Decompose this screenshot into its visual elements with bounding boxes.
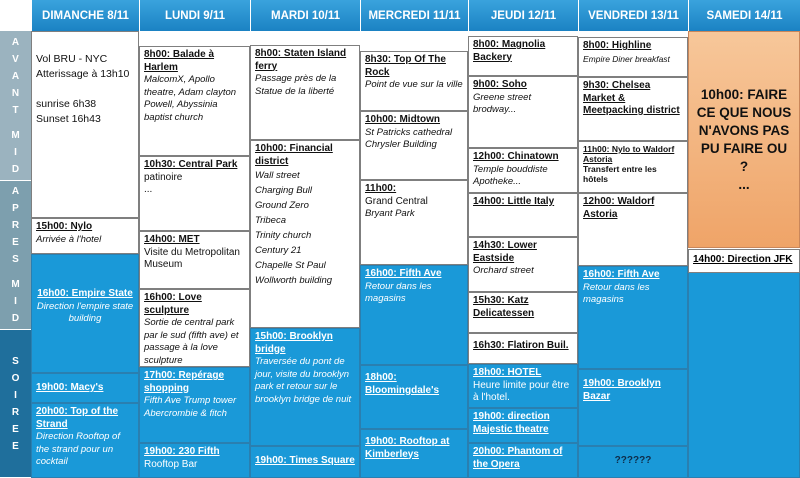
chelsea-cell: 9h30: Chelsea Market & Meetpacking district (578, 77, 688, 141)
saturday-evening-block (688, 249, 800, 478)
grand-central-cell: 11h00: Grand Central Bryant Park (360, 180, 468, 265)
central-park-cell: 10h30: Central Park patinoire ... (139, 156, 250, 231)
fifth-ave-wed-cell: 16h00: Fifth Ave Retour dans les magasins (360, 265, 468, 365)
230-fifth-cell: 19h00: 230 Fifth Rooftop Bar (139, 443, 250, 478)
soho-cell: 9h00: Soho Greene street brodway... (468, 76, 578, 148)
lower-eastside-cell: 14h30: Lower Eastside Orchard street (468, 237, 578, 292)
jfk-cell: 14h00: Direction JFK (688, 249, 800, 273)
bloomingdales-cell: 18h00: Bloomingdale's (360, 365, 468, 429)
brooklyn-bridge-cell: 15h00: Brooklyn bridge Traversée du pont de jour, visite du brooklyn park et retour sur le brooklyn bridge de nuit (250, 328, 360, 446)
free-time-cell: 10h00: FAIRE CE QUE NOUS N'AVONS PAS PU FAIRE OU ? ... (688, 31, 800, 248)
hotel-cell: 18h00: HOTEL Heure limite pour être à l'hotel. (468, 364, 578, 408)
waldorf-cell: 12h00: Waldorf Astoria (578, 193, 688, 266)
magnolia-cell: 8h00: Magnolia Backery (468, 36, 578, 76)
column-saturday (688, 31, 800, 478)
love-cell: 16h00: Love sculpture Sortie de central park par le sud (fifth ave) et passage à la love sculpture (139, 289, 250, 367)
macys-cell: 19h00: Macy's (31, 373, 139, 403)
fifth-ave-fri-cell: 16h00: Fifth Ave Retour dans les magasins (578, 266, 688, 369)
period-apres-midi: A P R E S M I D (0, 181, 31, 330)
flatiron-cell: 16h30: Flatiron Buil. (468, 333, 578, 364)
shopping-cell: 17h00: Repérage shopping Fifth Ave Trump tower Abercrombie & fitch (139, 367, 250, 443)
waldorf-transfer-cell: 11h00: Nylo to Waldorf Astoria Transfert entre les hôtels (578, 141, 688, 193)
strand-cell: 20h00: Top of the Strand Direction Rooftop of the strand pour un cocktail (31, 403, 139, 478)
corner (0, 0, 31, 31)
kimberleys-cell: 19h00: Rooftop at Kimberleys (360, 429, 468, 478)
period-avant-midi: A V A N T M I D (0, 31, 31, 181)
phantom-cell: 20h00: Phantom of the Opera (468, 443, 578, 478)
times-square-cell: 19h00: Times Square (250, 446, 360, 478)
header-saturday: SAMEDI 14/11 (688, 0, 800, 31)
top-rock-cell: 8h30: Top Of The Rock Point de vue sur la ville (360, 51, 468, 111)
financial-cell: 10h00: Financial district Wall street Charging Bull Ground Zero Tribeca Trinity church Century 21 Chapelle St Paul Wollworth building (250, 140, 360, 328)
harlem-cell: 8h00: Balade à Harlem MalcomX, Apollo theatre, Adam clayton Powell, Abyssinia baptist church (139, 46, 250, 156)
midtown-cell: 10h00: Midtown St Patricks cathedral Chrysler Building (360, 111, 468, 180)
brooklyn-bazar-cell: 19h00: Brooklyn Bazar (578, 369, 688, 446)
highline-cell: 8h00: Highline Empire Diner breakfast (578, 37, 688, 77)
nylo-cell: 15h00: Nylo Arrivée à l'hotel (31, 218, 139, 254)
column-tuesday (250, 31, 360, 478)
majestic-cell: 19h00: direction Majestic theatre (468, 408, 578, 443)
column-friday (578, 31, 688, 478)
header-sunday: DIMANCHE 8/11 (31, 0, 139, 31)
met-cell: 14h00: MET Visite du Metropolitan Museum (139, 231, 250, 289)
column-monday (139, 31, 250, 478)
katz-cell: 15h30: Katz Delicatessen (468, 292, 578, 333)
header-tuesday: MARDI 10/11 (250, 0, 360, 31)
column-wednesday (360, 31, 468, 478)
chinatown-cell: 12h00: Chinatown Temple bouddiste Apotheke... (468, 148, 578, 193)
unknown-cell: ?????? (578, 446, 688, 478)
header-thursday: JEUDI 12/11 (468, 0, 578, 31)
column-thursday (468, 31, 578, 478)
ferry-cell: 8h00: Staten Island ferry Passage près de la Statue de la liberté (250, 45, 360, 140)
empire-cell: 16h00: Empire State Direction l'empire state building (31, 254, 139, 373)
header-monday: LUNDI 9/11 (139, 0, 250, 31)
column-sunday (31, 31, 139, 478)
period-soiree: S O I R E E (0, 330, 31, 478)
little-italy-cell: 14h00: Little Italy (468, 193, 578, 237)
header-friday: VENDREDI 13/11 (578, 0, 688, 31)
arrival-cell: Vol BRU - NYC Atterissage à 13h10 sunrise 6h38 Sunset 16h43 (31, 31, 139, 218)
header-wednesday: MERCREDI 11/11 (360, 0, 468, 31)
